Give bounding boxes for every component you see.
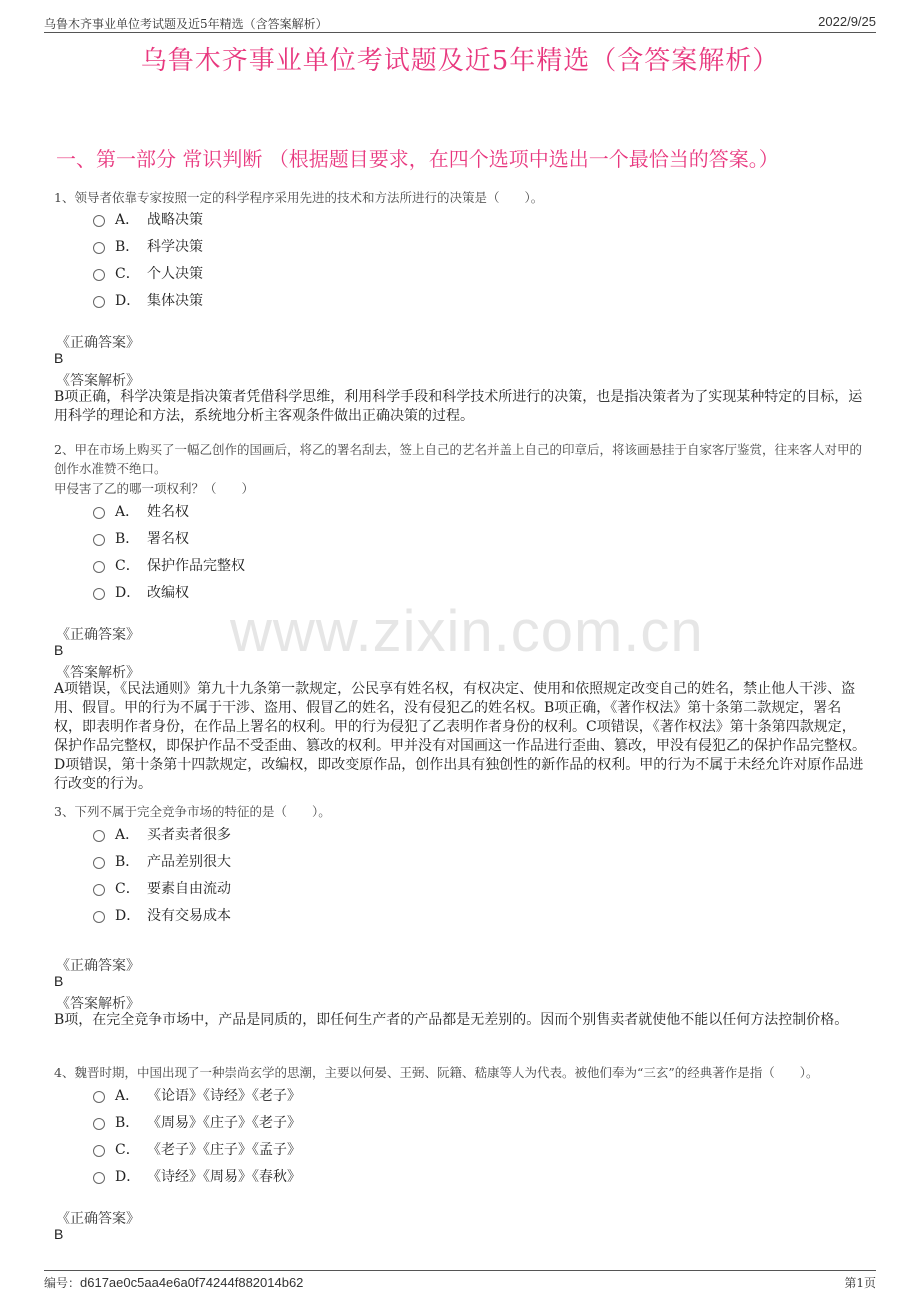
answer-value: B — [54, 1226, 64, 1242]
analysis-label: 《答案解析》 — [56, 373, 140, 389]
question-2-stem: 2、甲在市场上购买了一幅乙创作的国画后，将乙的署名刮去，签上自己的艺名并盖上自己的印章后，将该画悬挂于自家客厅鉴赏，往来客人对甲的创作水准赞不绝口。 — [54, 442, 862, 476]
option-2b[interactable]: B． 署名权 — [93, 528, 189, 548]
option-4a[interactable]: A． 《论语》《诗经》《老子》 — [93, 1085, 301, 1105]
radio-icon[interactable] — [93, 242, 105, 254]
option-2c[interactable]: C． 保护作品完整权 — [93, 555, 245, 575]
radio-icon[interactable] — [93, 215, 105, 227]
option-1c[interactable]: C． 个人决策 — [93, 263, 203, 283]
option-2d[interactable]: D． 改编权 — [93, 582, 189, 602]
option-1b[interactable]: B． 科学决策 — [93, 236, 203, 256]
page-number: 第1页 — [844, 1276, 876, 1290]
analysis-label: 《答案解析》 — [56, 665, 140, 681]
option-4b[interactable]: B． 《周易》《庄子》《老子》 — [93, 1112, 301, 1132]
section-heading: 一、第一部分 常识判断 （根据题目要求，在四个选项中选出一个最恰当的答案。） — [56, 147, 779, 171]
question-1-stem: 1、领导者依靠专家按照一定的科学程序采用先进的技术和方法所进行的决策是（ ）。 — [54, 190, 544, 205]
option-3c[interactable]: C． 要素自由流动 — [93, 878, 231, 898]
radio-icon[interactable] — [93, 534, 105, 546]
radio-icon[interactable] — [93, 507, 105, 519]
option-3d[interactable]: D． 没有交易成本 — [93, 905, 231, 925]
question-3-stem: 3、下列不属于完全竞争市场的特征的是（ ）。 — [54, 804, 331, 819]
radio-icon[interactable] — [93, 1145, 105, 1157]
option-3b[interactable]: B． 产品差别很大 — [93, 851, 231, 871]
radio-icon[interactable] — [93, 857, 105, 869]
radio-icon[interactable] — [93, 1172, 105, 1184]
analysis-text: A项错误，《民法通则》第九十九条第一款规定，公民享有姓名权，有权决定、使用和依照规定改变自己的姓名，禁止他人干涉、盗用、假冒。甲的行为不属于干涉、盗用、假冒乙的姓名，没有侵犯乙的姓名权。B项正确，《著作权法》第十条第二款规定，署名权，即表明作者身份，在作品上署名的权利。甲的行为侵犯了乙表明作者身份的权利。C项错误，《著作权法》第十条第四款规定，保护作品完整权，即保护作品不受歪曲、篡改的权利。甲并没有对国画这一作品进行歪曲、篡改，甲没有侵犯乙的保护作品完整权。D项错误，第十条第十四款规定，改编权，即改变原作品，创作出具有独创性的新作品的权利。甲的行为不属于未经允许对原作品进行改变的行为。 — [54, 681, 866, 792]
page-footer — [44, 1270, 876, 1295]
header-date: 2022/9/25 — [818, 14, 876, 29]
watermark: www.zixin.com.cn — [230, 599, 704, 664]
radio-icon[interactable] — [93, 884, 105, 896]
radio-icon[interactable] — [93, 588, 105, 600]
document-code: 编号：d617ae0c5aa4e6a0f74244f882014b62 — [44, 1275, 304, 1290]
option-1a[interactable]: A． 战略决策 — [93, 209, 203, 229]
option-3a[interactable]: A． 买者卖者很多 — [93, 824, 231, 844]
answer-label: 《正确答案》 — [56, 627, 140, 643]
question-2-stem-cont: 甲侵害了乙的哪一项权利？（ ） — [54, 481, 255, 496]
radio-icon[interactable] — [93, 561, 105, 573]
analysis-label: 《答案解析》 — [56, 996, 140, 1012]
radio-icon[interactable] — [93, 1091, 105, 1103]
header-title: 乌鲁木齐事业单位考试题及近5年精选（含答案解析） — [44, 17, 328, 31]
analysis-text: B项，在完全竞争市场中，产品是同质的，即任何生产者的产品都是无差别的。因而个别售卖者就使他不能以任何方法控制价格。 — [54, 1012, 849, 1028]
document-title: 乌鲁木齐事业单位考试题及近5年精选（含答案解析） — [140, 46, 780, 76]
radio-icon[interactable] — [93, 296, 105, 308]
option-4d[interactable]: D． 《诗经》《周易》《春秋》 — [93, 1166, 301, 1186]
question-4-stem: 4、魏晋时期，中国出现了一种崇尚玄学的思潮，主要以何晏、王弼、阮籍、嵇康等人为代表。被他们奉为“三玄”的经典著作是指（ ）。 — [54, 1065, 819, 1080]
answer-label: 《正确答案》 — [56, 958, 140, 974]
radio-icon[interactable] — [93, 269, 105, 281]
answer-value: B — [54, 350, 64, 366]
radio-icon[interactable] — [93, 830, 105, 842]
option-2a[interactable]: A． 姓名权 — [93, 501, 189, 521]
answer-value: B — [54, 642, 64, 658]
answer-value: B — [54, 973, 64, 989]
page-header — [44, 12, 876, 33]
answer-label: 《正确答案》 — [56, 1211, 140, 1227]
analysis-text: B项正确，科学决策是指决策者凭借科学思维，利用科学手段和科学技术所进行的决策，也是指决策者为了实现某种特定的目标，运用科学的理论和方法，系统地分析主客观条件做出正确决策的过程。 — [54, 389, 863, 424]
radio-icon[interactable] — [93, 1118, 105, 1130]
answer-label: 《正确答案》 — [56, 335, 140, 351]
radio-icon[interactable] — [93, 911, 105, 923]
option-1d[interactable]: D． 集体决策 — [93, 290, 203, 310]
option-4c[interactable]: C． 《老子》《庄子》《孟子》 — [93, 1139, 301, 1159]
